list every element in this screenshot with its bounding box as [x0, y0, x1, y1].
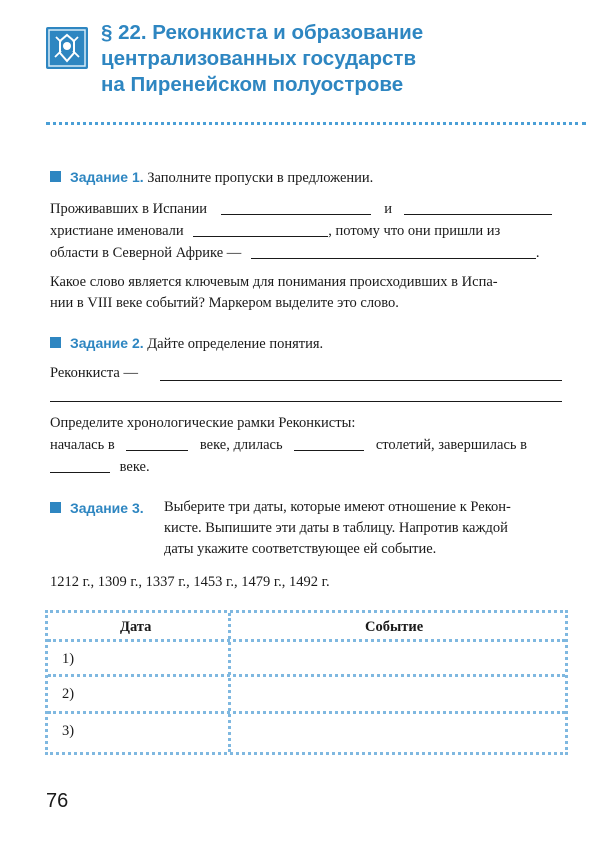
task2-label: Задание 2.: [70, 335, 144, 351]
task1-text: , потому что они пришли из: [328, 223, 501, 239]
answer-line[interactable]: [160, 380, 562, 381]
table-header-event: Событие: [365, 619, 424, 635]
table-divider: [48, 639, 565, 642]
chrono-line1: [50, 436, 570, 455]
task1-text: .: [535, 245, 540, 261]
bullet-square-icon: [50, 502, 61, 513]
fill-blank[interactable]: [50, 458, 110, 473]
dates-table: [45, 610, 568, 755]
page-title: [101, 20, 571, 98]
title-line: § 22. Реконкиста и образование: [101, 21, 424, 44]
task1-heading: [50, 168, 373, 188]
table-divider: [228, 613, 231, 752]
task1-text: и: [384, 201, 392, 217]
task3-instruction-line: кисте. Выпишите эти даты в таблицу. Напротив каждой: [164, 520, 508, 536]
task3-heading: [50, 499, 144, 519]
title-line: на Пиренейском полуострове: [101, 73, 404, 96]
table-divider: [48, 674, 565, 677]
dates-list: 1212 г., 1309 г., 1337 г., 1453 г., 1479 г., 1492 г.: [50, 574, 330, 590]
title-line: централизованных государств: [101, 47, 417, 70]
task3-instruction-line: Выберите три даты, которые имеют отношение к Рекон-: [164, 499, 511, 515]
task1-line3: [50, 244, 570, 263]
answer-line[interactable]: [50, 401, 562, 402]
bullet-square-icon: [50, 337, 61, 348]
fill-blank[interactable]: [294, 436, 364, 451]
task3-instruction: [164, 497, 574, 560]
term-label: Реконкиста —: [50, 365, 138, 381]
fill-blank[interactable]: [221, 200, 371, 215]
task1-question-line: нии в VIII веке событий? Маркером выделите это слово.: [50, 295, 399, 311]
fill-blank[interactable]: [126, 436, 188, 451]
fill-blank[interactable]: [251, 244, 536, 259]
task1-line2: [50, 222, 570, 241]
task2-heading: [50, 334, 323, 354]
table-row-number: 3): [62, 723, 75, 739]
chrono-question: Определите хронологические рамки Реконкисты:: [50, 415, 356, 431]
page-number: 76: [46, 790, 69, 812]
table-divider: [48, 711, 565, 714]
task1-text: Проживавших в Испании: [50, 201, 207, 217]
task2-instruction: Дайте определение понятия.: [147, 336, 324, 352]
chrono-text: столетий, завершилась в: [375, 437, 527, 453]
chrono-line2: [50, 458, 570, 477]
table-row-number: 2): [62, 686, 75, 702]
task1-line1: [50, 200, 570, 219]
task1-text: христиане именовали: [50, 223, 184, 239]
task1-question-line: Какое слово является ключевым для понимания происходивших в Испа-: [50, 274, 498, 290]
task3-label: Задание 3.: [70, 500, 144, 516]
table-row-number: 1): [62, 651, 75, 667]
chrono-text: началась в: [50, 437, 115, 453]
chrono-text: веке.: [119, 459, 150, 475]
task1-label: Задание 1.: [70, 169, 144, 185]
table-header-date: Дата: [120, 619, 152, 635]
fill-blank[interactable]: [193, 222, 328, 237]
header-divider: [46, 122, 586, 125]
chrono-text: веке, длилась: [199, 437, 283, 453]
task3-instruction-line: даты укажите соответствующее ей событие.: [164, 541, 437, 557]
section-logo-icon: [46, 27, 88, 69]
task1-text: области в Северной Африке —: [50, 245, 242, 261]
bullet-square-icon: [50, 171, 61, 182]
fill-blank[interactable]: [404, 200, 552, 215]
task1-instruction: Заполните пропуски в предложении.: [147, 170, 374, 186]
